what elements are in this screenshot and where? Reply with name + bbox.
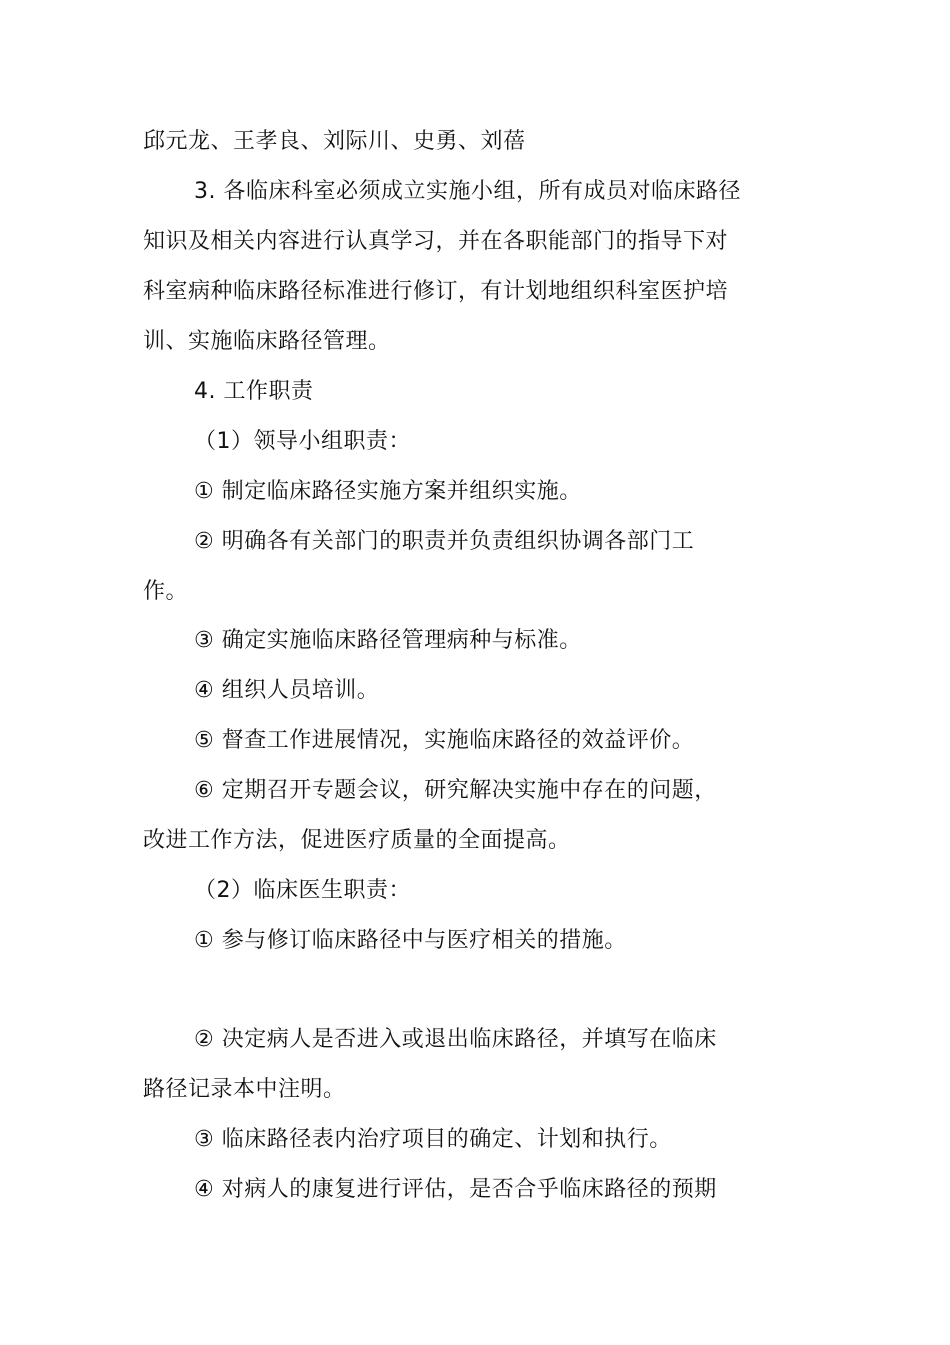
list-item-doctors-2-cont: 路径记录本中注明。 xyxy=(143,1077,346,1102)
list-item-leadership-4: ④ 组织人员培训。 xyxy=(194,678,380,703)
subsection-heading-doctors: （2）临床医生职责： xyxy=(194,878,411,903)
section-heading-responsibilities: 4. 工作职责 xyxy=(194,379,314,404)
list-item-doctors-3: ③ 临床路径表内治疗项目的确定、计划和执行。 xyxy=(194,1127,672,1152)
text-line-committee-names: 邱元龙、王孝良、刘际川、史勇、刘蓓 xyxy=(143,129,526,154)
list-item-doctors-4: ④ 对病人的康复进行评估，是否合乎临床路径的预期 xyxy=(194,1177,717,1202)
text-line-item-3-cont-2: 科室病种临床路径标准进行修订，有计划地组织科室医护培 xyxy=(143,279,729,304)
list-item-leadership-2: ② 明确各有关部门的职责并负责组织协调各部门工 xyxy=(194,529,695,554)
list-item-doctors-1: ① 参与修订临床路径中与医疗相关的措施。 xyxy=(194,928,627,953)
list-item-leadership-5: ⑤ 督查工作进展情况，实施临床路径的效益评价。 xyxy=(194,728,695,753)
list-item-doctors-2: ② 决定病人是否进入或退出临床路径，并填写在临床 xyxy=(194,1027,717,1052)
subsection-heading-leadership: （1）领导小组职责： xyxy=(194,429,411,454)
list-item-leadership-3: ③ 确定实施临床路径管理病种与标准。 xyxy=(194,628,582,653)
text-line-item-3: 3. 各临床科室必须成立实施小组，所有成员对临床路径 xyxy=(194,179,741,204)
list-item-leadership-2-cont: 作。 xyxy=(143,579,189,604)
text-line-item-3-cont-3: 训、实施临床路径管理。 xyxy=(143,329,391,354)
list-item-leadership-6: ⑥ 定期召开专题会议，研究解决实施中存在的问题， xyxy=(194,778,717,803)
list-item-leadership-1: ① 制定临床路径实施方案并组织实施。 xyxy=(194,479,582,504)
list-item-leadership-6-cont: 改进工作方法，促进医疗质量的全面提高。 xyxy=(143,828,571,853)
text-line-item-3-cont-1: 知识及相关内容进行认真学习，并在各职能部门的指导下对 xyxy=(143,229,729,254)
